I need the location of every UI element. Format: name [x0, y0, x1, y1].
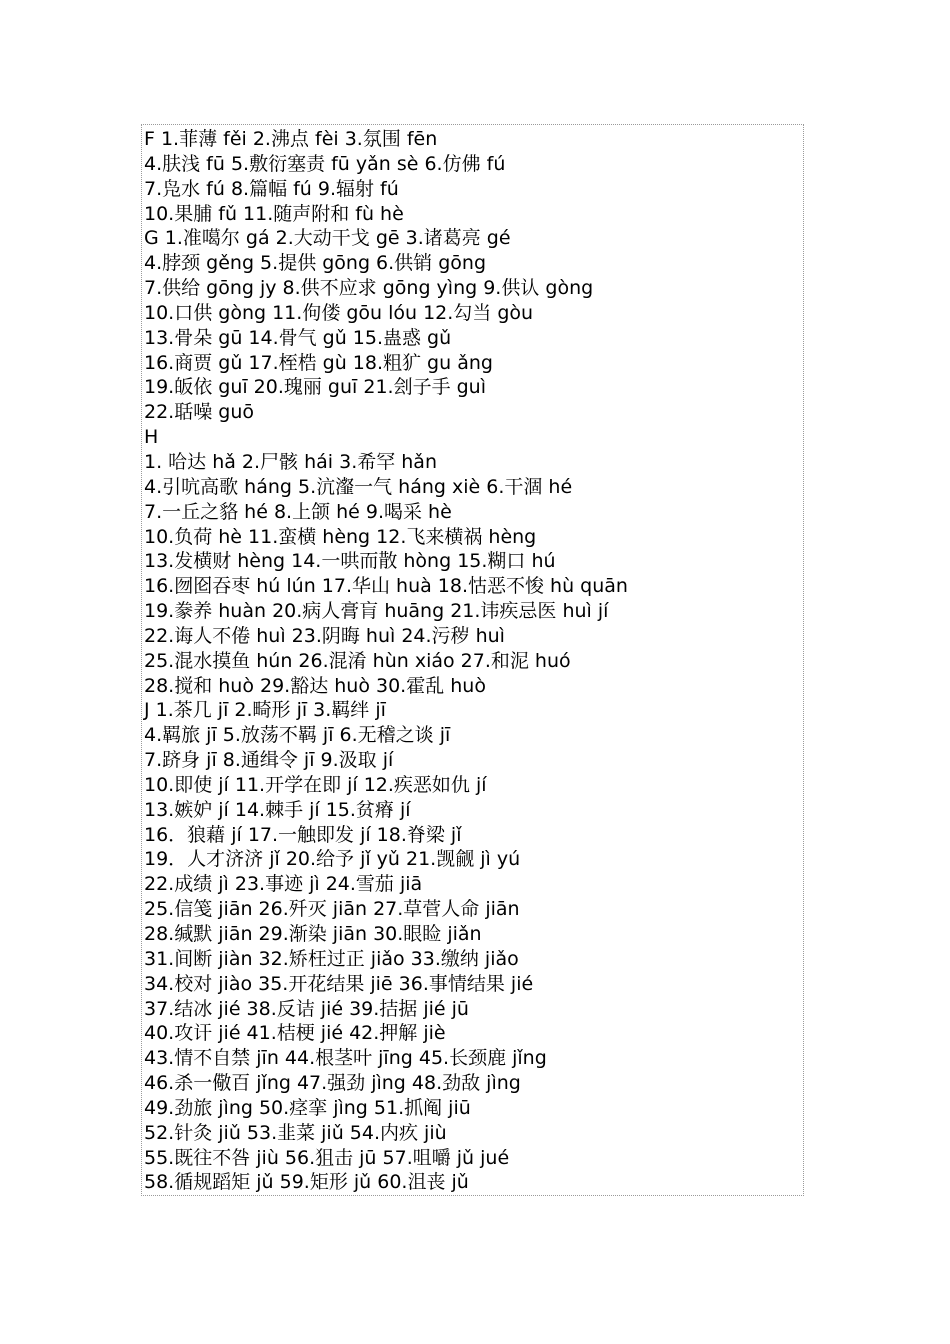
text-line: 58.循规蹈矩 jǔ 59.矩形 jǔ 60.沮丧 jǔ: [144, 1171, 469, 1194]
text-line: G 1.准噶尔 gá 2.大动干戈 gē 3.诸葛亮 gé: [144, 227, 511, 250]
text-line: 16.商贾 gǔ 17.桎梏 gù 18.粗犷 gu ǎng: [144, 351, 493, 374]
text-line: F 1.菲薄 fěi 2.沸点 fèi 3.氛围 fēn: [144, 128, 438, 150]
text-line: 49.劲旅 jìng 50.痉挛 jìng 51.抓阄 jiū: [144, 1096, 471, 1119]
text-line: 4.脖颈 gěng 5.提供 gōng 6.供销 gōng: [144, 252, 487, 275]
text-line: 16.囫囵吞枣 hú lún 17.华山 huà 18.怙恶不悛 hù quān: [144, 575, 628, 598]
text-line: 4.肤浅 fū 5.敷衍塞责 fū yǎn sè 6.仿佛 fú: [144, 152, 506, 175]
text-line: 16．狼藉 jí 17.一触即发 jí 18.脊梁 jǐ: [144, 823, 462, 846]
text-line: 43.情不自禁 jīn 44.根茎叶 jīng 45.长颈鹿 jǐng: [144, 1047, 547, 1070]
text-line: 19．人才济济 jǐ 20.给予 jǐ yǔ 21.觊觎 jì yú: [144, 848, 521, 871]
text-line: 4.羁旅 jī 5.放荡不羁 jī 6.无稽之谈 jī: [144, 724, 451, 747]
text-line: 40.攻讦 jié 41.桔梗 jié 42.押解 jiè: [144, 1022, 446, 1045]
text-line: 7.凫水 fú 8.篇幅 fú 9.辐射 fú: [144, 177, 399, 200]
text-line: 19.皈依 guī 20.瑰丽 guī 21.刽子手 guì: [144, 376, 486, 399]
text-line: 37.结冰 jié 38.反诘 jié 39.拮据 jié jū: [144, 997, 469, 1020]
text-line: 31.间断 jiàn 32.矫枉过正 jiǎo 33.缴纳 jiǎo: [144, 947, 519, 970]
text-line: 28.缄默 jiān 29.渐染 jiān 30.眼睑 jiǎn: [144, 923, 482, 945]
text-line: 22.聒噪 guō: [144, 401, 254, 424]
text-line: H: [144, 426, 159, 449]
text-line: 13.嫉妒 jí 14.棘手 jí 15.贫瘠 jí: [144, 798, 411, 821]
text-line: 13.发横财 hèng 14.一哄而散 hòng 15.糊口 hú: [144, 550, 556, 573]
pinyin-lines: [144, 127, 801, 1195]
text-line: 10.即使 jí 11.开学在即 jí 12.疾恶如仇 jí: [144, 773, 487, 796]
text-line: 10.负荷 hè 11.蛮横 hèng 12.飞来横祸 hèng: [144, 525, 537, 548]
text-line: 1. 哈达 hǎ 2.尸骸 hái 3.希罕 hǎn: [144, 450, 437, 473]
text-line: 52.针灸 jiǔ 53.韭菜 jiǔ 54.内疚 jiù: [144, 1121, 447, 1144]
text-line: 22.成绩 jì 23.事迹 jì 24.雪茄 jiā: [144, 873, 423, 896]
text-line: 34.校对 jiào 35.开花结果 jiē 36.事情结果 jié: [144, 972, 534, 995]
text-line: 4.引吭高歌 háng 5.沆瀣一气 háng xiè 6.干涸 hé: [144, 475, 573, 498]
text-line: 7.一丘之貉 hé 8.上颌 hé 9.喝采 hè: [144, 500, 452, 523]
text-line: 10.果脯 fǔ 11.随声附和 fù hè: [144, 202, 404, 225]
pinyin-table: [141, 124, 804, 1196]
text-line: 25.混水摸鱼 hún 26.混淆 hùn xiáo 27.和泥 huó: [144, 649, 571, 672]
text-line: 7.跻身 jī 8.通缉令 jī 9.汲取 jí: [144, 749, 394, 772]
text-line: J 1.茶几 jī 2.畸形 jī 3.羁绊 jī: [144, 699, 386, 722]
text-line: 55.既往不咎 jiù 56.狙击 jū 57.咀嚼 jǔ jué: [144, 1146, 510, 1169]
text-line: 13.骨朵 gū 14.骨气 gǔ 15.蛊惑 gǔ: [144, 326, 452, 349]
text-line: 22.诲人不倦 huì 23.阴晦 huì 24.污秽 huì: [144, 624, 505, 647]
text-line: 46.杀一儆百 jǐng 47.强劲 jìng 48.劲敌 jìng: [144, 1072, 521, 1095]
text-line: 28.搅和 huò 29.豁达 huò 30.霍乱 huò: [144, 674, 486, 697]
text-line: 7.供给 gōng jy 8.供不应求 gōng yìng 9.供认 gòng: [144, 277, 594, 300]
text-line: 10.口供 gòng 11.佝偻 gōu lóu 12.勾当 gòu: [144, 301, 534, 324]
text-line: 25.信笺 jiān 26.歼灭 jiān 27.草菅人命 jiān: [144, 898, 520, 921]
text-line: 19.豢养 huàn 20.病人膏肓 huāng 21.讳疾忌医 huì jí: [144, 600, 609, 623]
